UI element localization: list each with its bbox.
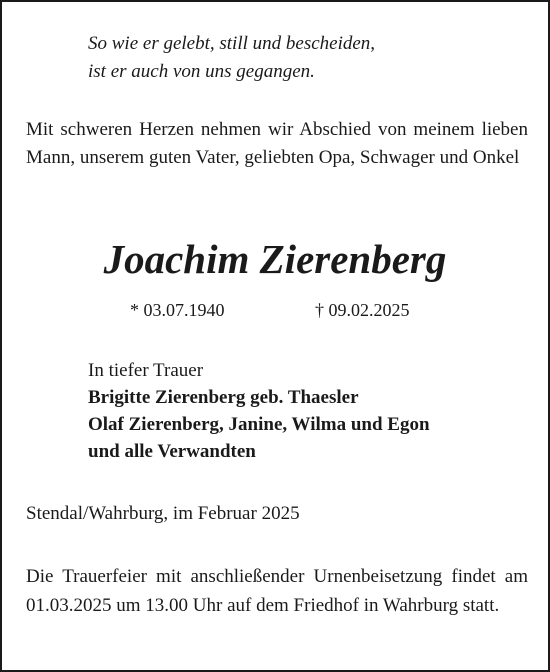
motto-line: So wie er gelebt, still und bescheiden, [88,33,376,54]
place-date: Stendal/Wahrburg, im Februar 2025 [26,503,300,524]
mourners-block [88,357,430,465]
death-date: † 09.02.2025 [315,300,410,320]
mourners-heading: In tiefer Trauer [88,360,204,381]
motto-quote [88,30,375,86]
motto-line: ist er auch von uns gegangen. [88,61,315,82]
intro-text: Mit schweren Herzen nehmen wir Abschied von meinem lieben Mann, unserem guten Vater, geliebten Opa, Schwager und Onkel [26,119,528,168]
mourner-line: Brigitte Zierenberg geb. Thaesler [88,387,359,408]
mourner-line: Olaf Zierenberg, Janine, Wilma und Egon [88,414,430,435]
ceremony-info: Die Trauerfeier mit anschließender Urnenbeisetzung findet am 01.03.2025 um 13.00 Uhr auf dem Friedhof in Wahrburg statt. [26,566,528,616]
deceased-name: Joachim Zierenberg [103,236,447,282]
birth-date: * 03.07.1940 [130,300,225,320]
mourner-line: und alle Verwandten [88,441,256,462]
